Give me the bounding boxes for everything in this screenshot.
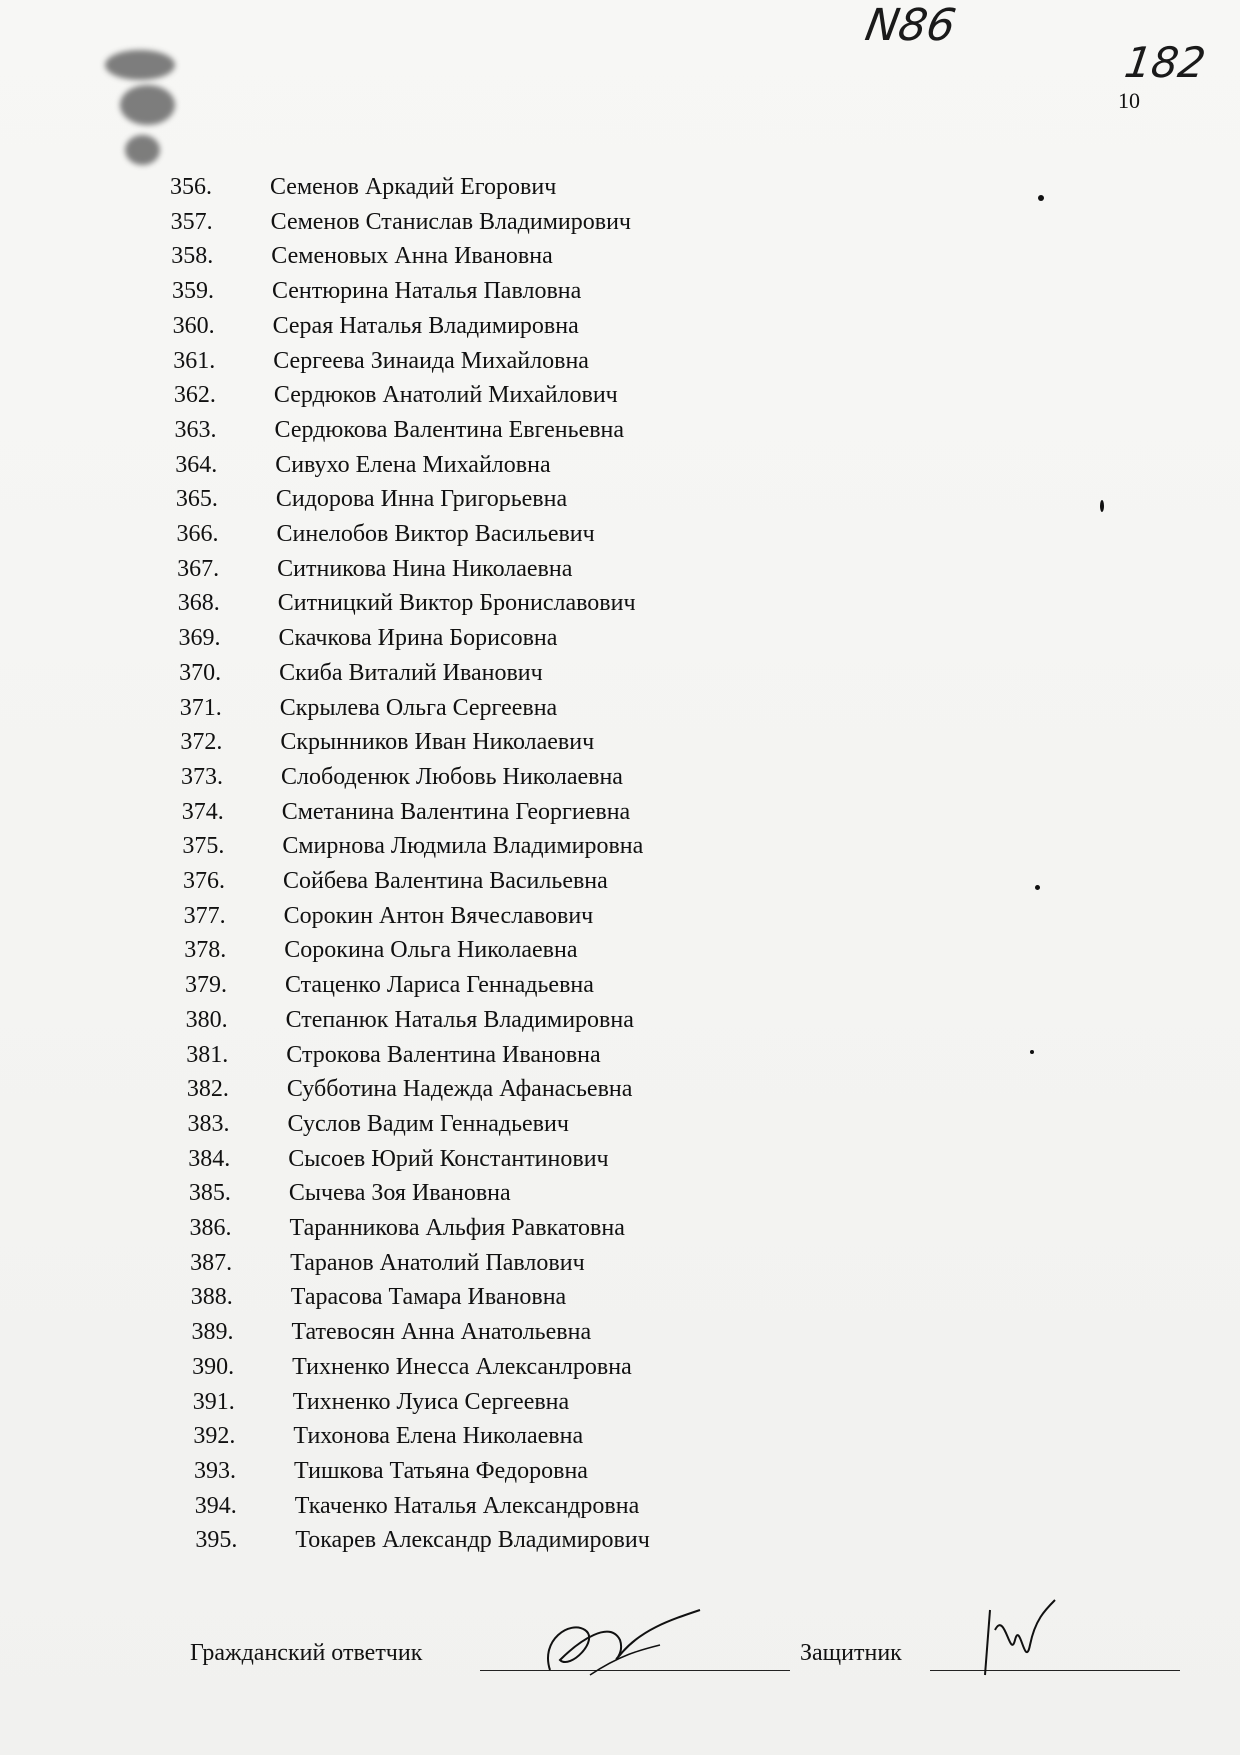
entry-name: Сметанина Валентина Георгиевна (281, 798, 631, 825)
entry-name: Тарасова Тамара Ивановна (290, 1284, 567, 1311)
list-item (181, 760, 623, 794)
list-item (180, 725, 594, 759)
entry-name: Сердюкова Валентина Евгеньевна (274, 416, 625, 443)
entry-name: Ситникова Нина Николаевна (277, 555, 573, 582)
entry-number: 395. (195, 1527, 238, 1554)
list-item (178, 586, 636, 620)
list-item (178, 621, 557, 655)
entry-number: 364. (175, 451, 218, 478)
list-item (188, 1142, 608, 1176)
list-item (177, 552, 572, 586)
list-item (171, 205, 631, 239)
list-item (192, 1350, 632, 1384)
entry-number: 394. (194, 1492, 237, 1519)
entry-number: 384. (188, 1145, 231, 1172)
handwritten-folio-number: 182 (1121, 38, 1209, 87)
list-item (184, 933, 577, 967)
entry-name: Тихненко Инесса Алексанлровна (292, 1353, 632, 1380)
civil-defendant-signature (530, 1600, 710, 1685)
list-item (186, 1038, 600, 1072)
entry-number: 380. (185, 1006, 228, 1033)
entry-number: 389. (191, 1319, 234, 1346)
entry-number: 373. (181, 763, 224, 790)
defender-label: Защитник (800, 1640, 902, 1666)
entry-number: 369. (178, 625, 221, 652)
entry-number: 356. (170, 174, 212, 200)
entry-name: Сердюков Анатолий Михайлович (273, 382, 618, 409)
entry-name: Сивухо Елена Михайловна (275, 451, 551, 478)
entry-number: 379. (184, 972, 227, 999)
list-item (183, 864, 608, 898)
entry-number: 387. (190, 1249, 233, 1276)
entry-number: 371. (179, 694, 222, 721)
entry-number: 363. (174, 416, 217, 443)
entry-name: Смирнова Людмила Владимировна (282, 833, 644, 860)
list-item (193, 1419, 583, 1453)
list-item (194, 1454, 588, 1488)
list-item (177, 517, 595, 551)
entry-number: 383. (187, 1110, 230, 1137)
entry-number: 381. (186, 1041, 229, 1068)
entry-name: Скрынников Иван Николаевич (280, 729, 595, 756)
list-item (173, 344, 589, 378)
entry-name: Серая Наталья Владимировна (272, 312, 579, 339)
entry-name: Татевосян Анна Анатольевна (291, 1319, 592, 1346)
entry-number: 367. (177, 555, 220, 582)
entry-name: Субботина Надежда Афанасьевна (286, 1076, 633, 1103)
entry-number: 392. (193, 1423, 236, 1450)
stray-mark (1035, 885, 1040, 890)
entry-name: Скиба Виталий Иванович (279, 659, 543, 686)
list-item (182, 829, 643, 863)
list-item (195, 1489, 640, 1523)
entry-name: Сысоев Юрий Константинович (288, 1145, 609, 1172)
entry-name: Тихонова Елена Николаевна (293, 1423, 584, 1450)
defender-signature (975, 1590, 1065, 1685)
list-item (175, 448, 550, 482)
list-item (184, 899, 594, 933)
entry-number: 393. (194, 1457, 237, 1484)
list-item (180, 691, 557, 725)
entry-name: Синелобов Виктор Васильевич (276, 521, 595, 547)
entry-number: 382. (186, 1076, 229, 1103)
page-number: 10 (1118, 88, 1140, 113)
entry-number: 358. (171, 243, 214, 270)
entry-name: Ткаченко Наталья Александровна (294, 1492, 640, 1519)
list-item (190, 1211, 625, 1245)
entry-name: Скрылева Ольга Сергеевна (279, 694, 558, 721)
list-item (172, 274, 581, 308)
entry-name: Слободенюк Любовь Николаевна (281, 763, 623, 790)
entry-number: 376. (183, 868, 225, 894)
stray-mark (1030, 1050, 1034, 1054)
entry-name: Ситницкий Виктор Брониславович (277, 590, 636, 617)
entry-number: 360. (172, 312, 215, 339)
list-item (187, 1072, 633, 1106)
list-item (174, 378, 618, 412)
list-item (176, 482, 567, 516)
list-item (170, 170, 556, 204)
list-item (191, 1280, 566, 1314)
entry-name: Семенов Аркадий Егорович (270, 174, 557, 200)
smudged-stamp-mark (95, 40, 205, 190)
entry-number: 388. (190, 1284, 233, 1311)
list-item (188, 1107, 569, 1141)
entry-name: Семеновых Анна Ивановна (271, 243, 553, 270)
entry-name: Тихненко Луиса Сергеевна (292, 1388, 570, 1415)
entry-number: 377. (183, 902, 226, 929)
entry-name: Таранов Анатолий Павлович (290, 1249, 585, 1276)
entry-name: Сойбева Валентина Васильевна (283, 868, 608, 894)
list-item (171, 239, 552, 273)
entry-name: Сентюрина Наталья Павловна (271, 278, 582, 305)
entry-number: 362. (173, 382, 216, 409)
handwritten-case-number: N86 (861, 0, 960, 51)
entry-number: 359. (171, 278, 214, 305)
entry-name: Семенов Станислав Владимирович (270, 208, 632, 235)
entry-number: 390. (192, 1353, 235, 1380)
list-item (173, 309, 579, 343)
entry-number: 374. (181, 798, 224, 825)
entry-name: Суслов Вадим Геннадьевич (287, 1110, 569, 1137)
stray-mark (1038, 195, 1044, 201)
entry-name: Сорокина Ольга Николаевна (284, 937, 578, 964)
entry-name: Токарев Александр Владимирович (295, 1527, 650, 1554)
entry-number: 361. (173, 347, 216, 374)
entry-name: Степанюк Наталья Владимировна (285, 1006, 634, 1033)
entry-number: 378. (184, 937, 227, 964)
entry-number: 357. (170, 208, 213, 235)
entry-name: Сычева Зоя Ивановна (288, 1180, 511, 1207)
list-item (179, 656, 543, 690)
entry-number: 370. (179, 659, 222, 686)
stray-mark (1100, 500, 1104, 512)
entry-name: Стаценко Лариса Геннадьевна (284, 972, 594, 999)
list-item (182, 795, 631, 829)
entry-number: 385. (188, 1180, 231, 1207)
entry-name: Сергеева Зинаида Михайловна (273, 347, 589, 374)
list-item (195, 1523, 649, 1557)
entry-name: Скачкова Ирина Борисовна (278, 625, 558, 652)
entry-name: Строкова Валентина Ивановна (286, 1041, 601, 1068)
list-item (185, 968, 594, 1002)
entry-name: Сорокин Антон Вячеславович (283, 902, 594, 929)
entry-number: 366. (176, 521, 219, 547)
list-item (175, 413, 625, 447)
entry-name: Таранникова Альфия Равкатовна (289, 1215, 625, 1241)
list-item (193, 1385, 569, 1419)
entry-number: 386. (189, 1215, 232, 1241)
list-item (191, 1315, 591, 1349)
entry-name: Тишкова Татьяна Федоровна (294, 1457, 588, 1484)
entry-number: 372. (180, 729, 223, 756)
civil-defendant-label: Гражданский ответчик (190, 1640, 423, 1666)
list-item (190, 1246, 585, 1280)
entry-number: 391. (192, 1388, 235, 1415)
list-item (186, 1003, 634, 1037)
entry-number: 375. (182, 833, 225, 860)
entry-number: 365. (175, 486, 218, 513)
entry-number: 368. (177, 590, 220, 617)
entry-name: Сидорова Инна Григорьевна (275, 486, 568, 513)
list-item (189, 1176, 511, 1210)
